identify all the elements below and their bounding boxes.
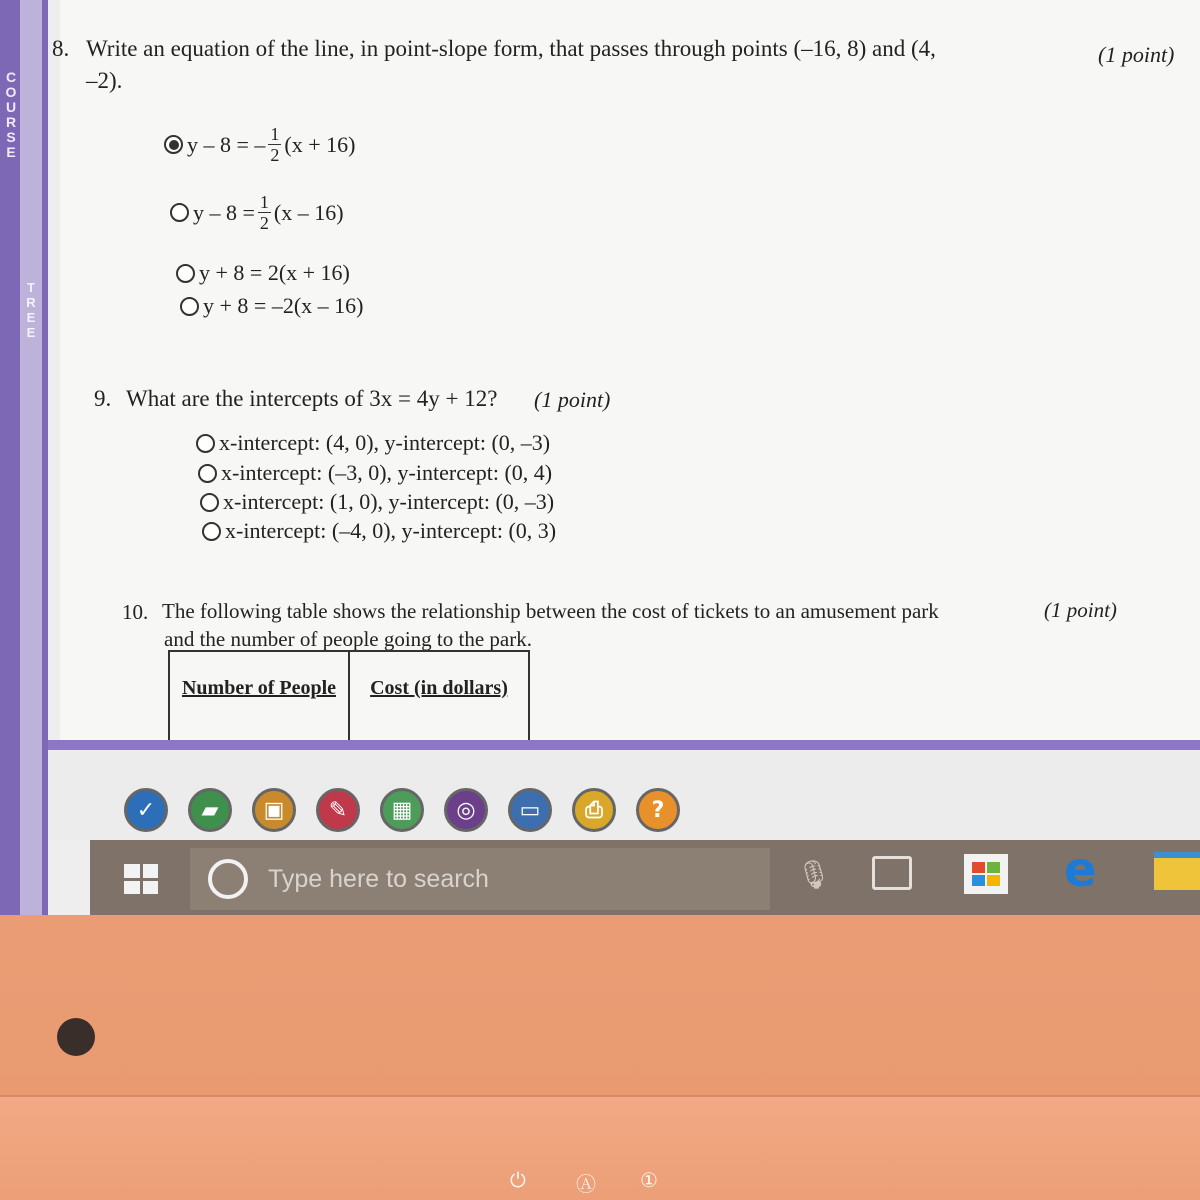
question-10-text-line2: and the number of people going to the park. [164,627,532,651]
sidebar-label-tree: T R E E [26,280,36,340]
sidebar-label-course: C O U R S E [5,69,17,160]
content-border [48,740,1200,750]
power-icon: ⏻ [510,1168,526,1192]
q9-option-1-text: x-intercept: (4, 0), y-intercept: (0, –3) [219,430,551,455]
laptop-base [0,1095,1200,1200]
q9-option-4[interactable] [202,518,556,544]
task-view-icon[interactable] [872,856,912,890]
store-icon[interactable] [964,854,1008,894]
check-icon[interactable]: ✓ [124,788,168,832]
q8-option-2-post: (x – 16) [273,199,344,225]
edge-browser-icon[interactable]: e [1064,842,1097,898]
microphone-icon[interactable]: 🎙 [796,858,832,891]
q8-option-3-text: y + 8 = 2(x + 16) [199,260,350,285]
caps-lock-icon: Ⓐ [576,1172,596,1196]
taskbar-search-box[interactable] [190,848,770,910]
question-8-number: 8. [52,36,70,61]
fraction-denominator: 2 [259,213,269,233]
question-10-points: (1 point) [1044,598,1117,622]
file-explorer-icon[interactable] [1154,852,1200,890]
printer-icon[interactable]: ⎙ [572,788,616,832]
box-icon[interactable]: ▣ [252,788,296,832]
radio-icon[interactable] [202,522,221,541]
radio-selected-icon[interactable] [164,135,183,154]
q8-option-3[interactable] [176,260,350,286]
radio-icon[interactable] [200,493,219,512]
radio-icon[interactable] [198,464,217,483]
q9-option-2[interactable] [198,460,552,486]
screen-icon[interactable]: ▭ [508,788,552,832]
question-9-points: (1 point) [534,387,611,412]
cortana-icon[interactable] [208,859,248,899]
q8-option-1-pre: y – 8 = – [187,131,266,157]
q8-option-2-pre: y – 8 = [193,199,255,225]
radio-icon[interactable] [196,434,215,453]
pin-icon[interactable]: ✎ [316,788,360,832]
fraction-denominator: 2 [270,145,280,165]
fraction [268,124,281,165]
q9-option-3[interactable] [200,489,554,515]
question-8-text-line1: Write an equation of the line, in point-slope form, that passes through points (–16, 8) and (4, [86,36,936,61]
question-8-text-line2: –2). [86,68,123,93]
table-header-cost: Cost (in dollars) [348,652,528,742]
course-tree-sidebar[interactable] [0,0,48,915]
num-lock-icon: ① [640,1168,658,1192]
book-icon[interactable]: ▰ [188,788,232,832]
webcam [57,1018,95,1056]
fraction [258,192,271,233]
q10-table [168,650,530,742]
sidebar-inner [20,0,42,915]
fraction-numerator: 1 [259,192,269,212]
calculator-icon[interactable]: ▦ [380,788,424,832]
radio-icon[interactable] [170,203,189,222]
fraction-numerator: 1 [270,124,280,144]
q9-option-4-text: x-intercept: (–4, 0), y-intercept: (0, 3) [225,518,557,543]
q9-option-1[interactable] [196,430,550,456]
windows-start-icon[interactable] [124,864,158,894]
q9-option-3-text: x-intercept: (1, 0), y-intercept: (0, –3) [223,489,555,514]
q9-option-2-text: x-intercept: (–3, 0), y-intercept: (0, 4) [221,460,553,485]
target-icon[interactable]: ◎ [444,788,488,832]
search-placeholder: Type here to search [268,864,489,893]
q8-option-1[interactable] [164,124,355,165]
question-9-number: 9. [94,386,112,411]
radio-icon[interactable] [176,264,195,283]
question-10-number: 10. [122,600,149,624]
quiz-content [52,0,1200,740]
q8-option-1-post: (x + 16) [284,131,356,157]
question-9-text: What are the intercepts of 3x = 4y + 12? [126,386,498,411]
question-8-points: (1 point) [1098,42,1175,67]
question-10-text-line1: The following table shows the relationship between the cost of tickets to an amusement park [162,599,939,623]
q8-option-4[interactable] [180,293,363,319]
radio-icon[interactable] [180,297,199,316]
table-header-people: Number of People [181,677,337,699]
help-icon[interactable]: ? [636,788,680,832]
q8-option-2[interactable] [170,192,344,233]
q8-option-4-text: y + 8 = –2(x – 16) [203,293,364,318]
